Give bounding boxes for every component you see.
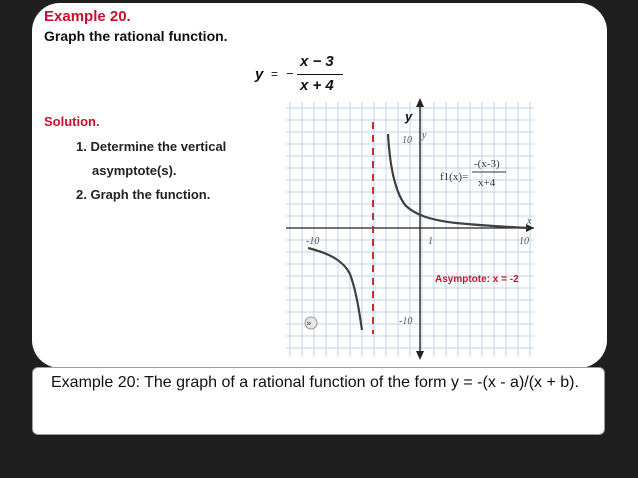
x-axis-label: x [527, 216, 532, 227]
caption-box [32, 367, 605, 435]
asymptote-label: Asymptote: x = -2 [435, 274, 519, 285]
step-1: 1. Determine the vertical [76, 139, 227, 154]
x-tick-neg10: -10 [306, 236, 320, 247]
y-axis-arrow-down [416, 351, 424, 360]
play-button[interactable] [305, 317, 317, 329]
fraction-bar [297, 74, 343, 75]
step-2: 2. Graph the function. [76, 187, 211, 202]
equation-sign: − [286, 66, 294, 81]
equation-equals: = [271, 67, 279, 81]
y-tick-neg10: -10 [399, 316, 413, 327]
y-axis-label: y [405, 109, 413, 124]
instruction-text: Graph the rational function. [44, 28, 228, 44]
y-letter-small: y [422, 130, 427, 141]
equation-lhs: y [255, 66, 264, 83]
rational-equation [255, 55, 375, 97]
curve-left-branch [308, 248, 362, 330]
function-denominator: x+4 [478, 177, 496, 189]
example-title: Example 20. [44, 8, 131, 25]
y-tick-10: 10 [402, 135, 412, 146]
function-graph [256, 94, 536, 360]
x-tick-1: 1 [428, 236, 433, 247]
play-button-glyph: » [306, 319, 312, 329]
function-name: f1(x)= [440, 171, 469, 183]
x-tick-10: 10 [519, 236, 529, 247]
function-numerator: -(x-3) [474, 158, 500, 170]
solution-heading: Solution. [44, 114, 100, 129]
equation-numerator: x − 3 [300, 53, 334, 70]
caption-text: Example 20: The graph of a rational function of the form y = -(x - a)/(x + b). [51, 374, 579, 391]
step-1-cont: asymptote(s). [92, 163, 177, 178]
y-axis-arrow-up [416, 98, 424, 107]
equation-denominator: x + 4 [300, 77, 334, 94]
graph-svg [256, 94, 536, 360]
